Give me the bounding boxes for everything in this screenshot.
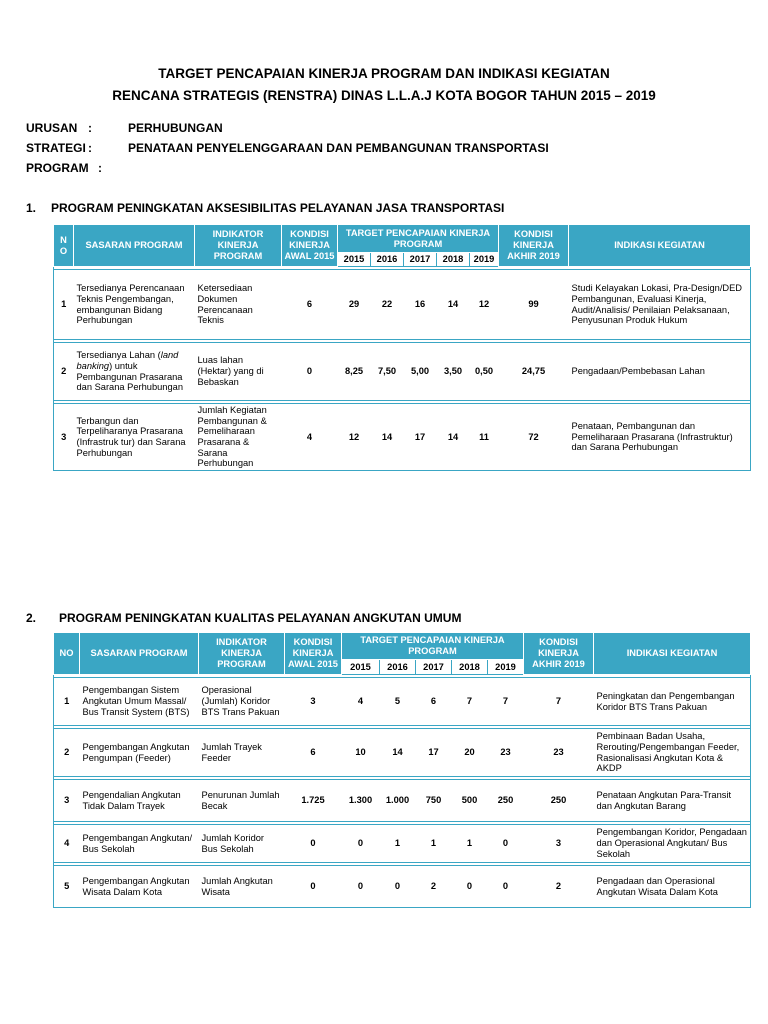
header-kondisi-akhir: KONDISI KINERJA AKHIR 2019 bbox=[499, 225, 569, 267]
row-target-2015: 0 bbox=[342, 866, 380, 908]
row-indikator: Penurunan Jumlah Becak bbox=[199, 780, 285, 822]
table-row bbox=[54, 780, 751, 822]
document-title-line2: RENCANA STRATEGIS (RENSTRA) DINAS L.L.A.J KOTA BOGOR TAHUN 2015 – 2019 bbox=[112, 88, 656, 103]
row-indikasi: Studi Kelayakan Lokasi, Pra-Design/DED Pembangunan, Evaluasi Kinerja, Audit/Analisis/ Penilaian Pelaksanaan, Penyusunan Produk Hukum bbox=[569, 270, 751, 340]
row-indikator: Jumlah Angkutan Wisata bbox=[199, 866, 285, 908]
row-target-2017: 17 bbox=[404, 404, 437, 471]
strategi-label: STRATEGI bbox=[26, 141, 86, 155]
row-sasaran: Pengembangan Angkutan Wisata Dalam Kota bbox=[80, 866, 199, 908]
row-kondisi-awal: 4 bbox=[282, 404, 338, 471]
row-indikasi: Penataan Angkutan Para-Transit dan Angkutan Barang bbox=[594, 780, 751, 822]
row-target-2019: 250 bbox=[488, 780, 524, 822]
header-no: N O bbox=[54, 225, 74, 267]
colon: : bbox=[88, 141, 92, 155]
row-no: 5 bbox=[54, 866, 80, 908]
row-kondisi-awal: 0 bbox=[285, 825, 342, 863]
row-no: 2 bbox=[54, 729, 80, 777]
row-kondisi-awal: 1.725 bbox=[285, 780, 342, 822]
document-title-line1: TARGET PENCAPAIAN KINERJA PROGRAM DAN INDIKASI KEGIATAN bbox=[158, 66, 610, 81]
row-target-2016: 14 bbox=[371, 404, 404, 471]
row-target-2019: 11 bbox=[470, 404, 499, 471]
row-indikator: Operasional (Jumlah) Koridor BTS Trans Pakuan bbox=[199, 678, 285, 726]
header-indikator: INDIKATOR KINERJA PROGRAM bbox=[195, 225, 282, 267]
strategi-value: PENATAAN PENYELENGGARAAN DAN PEMBANGUNAN TRANSPORTASI bbox=[128, 141, 549, 155]
sasaran-text: ) untuk Pembangunan Prasarana dan Sarana Perhubungan bbox=[76, 360, 183, 393]
row-indikator: Ketersediaan Dokumen Perencanaan Teknis bbox=[195, 270, 282, 340]
program-table-2 bbox=[53, 632, 751, 908]
row-indikasi: Pengadaan dan Operasional Angkutan Wisata Dalam Kota bbox=[594, 866, 751, 908]
row-kondisi-akhir: 23 bbox=[524, 729, 594, 777]
row-indikator: Jumlah Kegiatan Pembangunan & Pemeliharaan Prasarana & Sarana Perhubungan bbox=[195, 404, 282, 471]
row-target-2018: 14 bbox=[437, 270, 470, 340]
row-sasaran: Tersedianya Perencanaan Teknis Pengembangan, embangunan Bidang Perhubungan bbox=[74, 270, 195, 340]
row-target-2016: 1.000 bbox=[380, 780, 416, 822]
row-sasaran: Pengembangan Angkutan/ Bus Sekolah bbox=[80, 825, 199, 863]
row-indikasi: Penataan, Pembangunan dan Pemeliharaan Prasarana (Infrastruktur) dan Sarana Perhubungan bbox=[569, 404, 751, 471]
row-target-2017: 750 bbox=[416, 780, 452, 822]
sasaran-text: Tersedianya Lahan ( bbox=[76, 350, 161, 361]
row-no: 3 bbox=[54, 404, 74, 471]
row-target-2017: 16 bbox=[404, 270, 437, 340]
row-target-2015: 29 bbox=[338, 270, 371, 340]
table-row bbox=[54, 825, 751, 863]
row-target-2018: 20 bbox=[452, 729, 488, 777]
row-sasaran: Terbangun dan Terpeliharanya Prasarana (Infrastruk tur) dan Sarana Perhubungan bbox=[74, 404, 195, 471]
row-no: 2 bbox=[54, 343, 74, 401]
program-label: PROGRAM bbox=[26, 161, 89, 175]
row-kondisi-awal: 0 bbox=[285, 866, 342, 908]
colon: : bbox=[98, 161, 102, 175]
header-year: 2019 bbox=[470, 253, 499, 267]
row-no: 3 bbox=[54, 780, 80, 822]
row-kondisi-akhir: 24,75 bbox=[499, 343, 569, 401]
row-indikasi: Pengembangan Koridor, Pengadaan dan Operasional Angkutan/ Bus Sekolah bbox=[594, 825, 751, 863]
row-target-2017: 5,00 bbox=[404, 343, 437, 401]
header-kondisi-awal: KONDISI KINERJA AWAL 2015 bbox=[282, 225, 338, 267]
row-indikator: Jumlah Koridor Bus Sekolah bbox=[199, 825, 285, 863]
header-target: TARGET PENCAPAIAN KINERJA PROGRAM bbox=[338, 225, 499, 253]
table-row bbox=[54, 866, 751, 908]
row-target-2016: 1 bbox=[380, 825, 416, 863]
row-kondisi-akhir: 7 bbox=[524, 678, 594, 726]
header-sasaran: SASARAN PROGRAM bbox=[80, 633, 199, 675]
header-year: 2017 bbox=[404, 253, 437, 267]
row-indikasi: Pengadaan/Pembebasan Lahan bbox=[569, 343, 751, 401]
row-target-2019: 7 bbox=[488, 678, 524, 726]
row-target-2019: 12 bbox=[470, 270, 499, 340]
header-year: 2015 bbox=[338, 253, 371, 267]
row-target-2019: 0,50 bbox=[470, 343, 499, 401]
strategi-row bbox=[26, 141, 549, 155]
header-year: 2017 bbox=[416, 660, 452, 675]
row-target-2017: 17 bbox=[416, 729, 452, 777]
header-year: 2018 bbox=[437, 253, 470, 267]
row-target-2015: 1.300 bbox=[342, 780, 380, 822]
row-target-2018: 500 bbox=[452, 780, 488, 822]
table-row bbox=[54, 270, 751, 340]
table-row bbox=[54, 678, 751, 726]
row-indikasi: Peningkatan dan Pengembangan Koridor BTS Trans Pakuan bbox=[594, 678, 751, 726]
urusan-row bbox=[26, 121, 223, 135]
header-indikasi: INDIKASI KEGIATAN bbox=[569, 225, 751, 267]
sasaran-italic: land banking bbox=[76, 350, 179, 371]
row-target-2018: 0 bbox=[452, 866, 488, 908]
row-sasaran: Pengembangan Sistem Angkutan Umum Massal/ Bus Transit System (BTS) bbox=[80, 678, 199, 726]
program-table-1 bbox=[53, 224, 751, 471]
row-target-2019: 0 bbox=[488, 866, 524, 908]
row-target-2016: 7,50 bbox=[371, 343, 404, 401]
row-sasaran: Pengembangan Angkutan Pengumpan (Feeder) bbox=[80, 729, 199, 777]
section-2-heading bbox=[26, 611, 461, 625]
program-row bbox=[26, 161, 102, 175]
header-year: 2015 bbox=[342, 660, 380, 675]
row-target-2016: 0 bbox=[380, 866, 416, 908]
colon: : bbox=[88, 121, 92, 135]
row-target-2016: 14 bbox=[380, 729, 416, 777]
row-kondisi-awal: 6 bbox=[282, 270, 338, 340]
header-kondisi-akhir: KONDISI KINERJA AKHIR 2019 bbox=[524, 633, 594, 675]
table-row bbox=[54, 729, 751, 777]
row-target-2019: 23 bbox=[488, 729, 524, 777]
row-target-2018: 7 bbox=[452, 678, 488, 726]
row-no: 1 bbox=[54, 678, 80, 726]
row-kondisi-awal: 0 bbox=[282, 343, 338, 401]
row-target-2018: 3,50 bbox=[437, 343, 470, 401]
row-target-2015: 8,25 bbox=[338, 343, 371, 401]
urusan-label: URUSAN bbox=[26, 121, 78, 135]
table-row bbox=[54, 343, 751, 401]
row-target-2016: 22 bbox=[371, 270, 404, 340]
row-kondisi-akhir: 250 bbox=[524, 780, 594, 822]
row-target-2015: 12 bbox=[338, 404, 371, 471]
row-target-2017: 1 bbox=[416, 825, 452, 863]
row-sasaran bbox=[74, 343, 195, 401]
section-number: 1. bbox=[26, 201, 37, 215]
row-target-2017: 6 bbox=[416, 678, 452, 726]
header-year: 2016 bbox=[380, 660, 416, 675]
section-title: PROGRAM PENINGKATAN AKSESIBILITAS PELAYANAN JASA TRANSPORTASI bbox=[51, 201, 505, 215]
header-indikator: INDIKATOR KINERJA PROGRAM bbox=[199, 633, 285, 675]
row-kondisi-awal: 3 bbox=[285, 678, 342, 726]
row-kondisi-akhir: 3 bbox=[524, 825, 594, 863]
row-target-2015: 4 bbox=[342, 678, 380, 726]
row-target-2019: 0 bbox=[488, 825, 524, 863]
row-indikasi: Pembinaan Badan Usaha, Rerouting/Pengembangan Feeder, Rasionalisasi Angkutan Kota & AKDP bbox=[594, 729, 751, 777]
row-target-2017: 2 bbox=[416, 866, 452, 908]
header-year: 2019 bbox=[488, 660, 524, 675]
row-kondisi-akhir: 99 bbox=[499, 270, 569, 340]
row-kondisi-akhir: 72 bbox=[499, 404, 569, 471]
row-no: 4 bbox=[54, 825, 80, 863]
urusan-value: PERHUBUNGAN bbox=[128, 121, 223, 135]
section-title: PROGRAM PENINGKATAN KUALITAS PELAYANAN ANGKUTAN UMUM bbox=[59, 611, 462, 625]
header-sasaran: SASARAN PROGRAM bbox=[74, 225, 195, 267]
header-year: 2018 bbox=[452, 660, 488, 675]
row-kondisi-akhir: 2 bbox=[524, 866, 594, 908]
row-sasaran: Pengendalian Angkutan Tidak Dalam Trayek bbox=[80, 780, 199, 822]
section-number: 2. bbox=[26, 611, 37, 625]
row-target-2015: 10 bbox=[342, 729, 380, 777]
row-target-2018: 1 bbox=[452, 825, 488, 863]
header-kondisi-awal: KONDISI KINERJA AWAL 2015 bbox=[285, 633, 342, 675]
header-target: TARGET PENCAPAIAN KINERJA PROGRAM bbox=[342, 633, 524, 660]
row-target-2016: 5 bbox=[380, 678, 416, 726]
row-target-2015: 0 bbox=[342, 825, 380, 863]
row-indikator: Jumlah Trayek Feeder bbox=[199, 729, 285, 777]
row-indikator: Luas lahan (Hektar) yang di Bebaskan bbox=[195, 343, 282, 401]
row-kondisi-awal: 6 bbox=[285, 729, 342, 777]
header-indikasi: INDIKASI KEGIATAN bbox=[594, 633, 751, 675]
row-no: 1 bbox=[54, 270, 74, 340]
section-1-heading bbox=[26, 201, 504, 215]
header-year: 2016 bbox=[371, 253, 404, 267]
table-row bbox=[54, 404, 751, 471]
row-target-2018: 14 bbox=[437, 404, 470, 471]
header-no: NO bbox=[54, 633, 80, 675]
